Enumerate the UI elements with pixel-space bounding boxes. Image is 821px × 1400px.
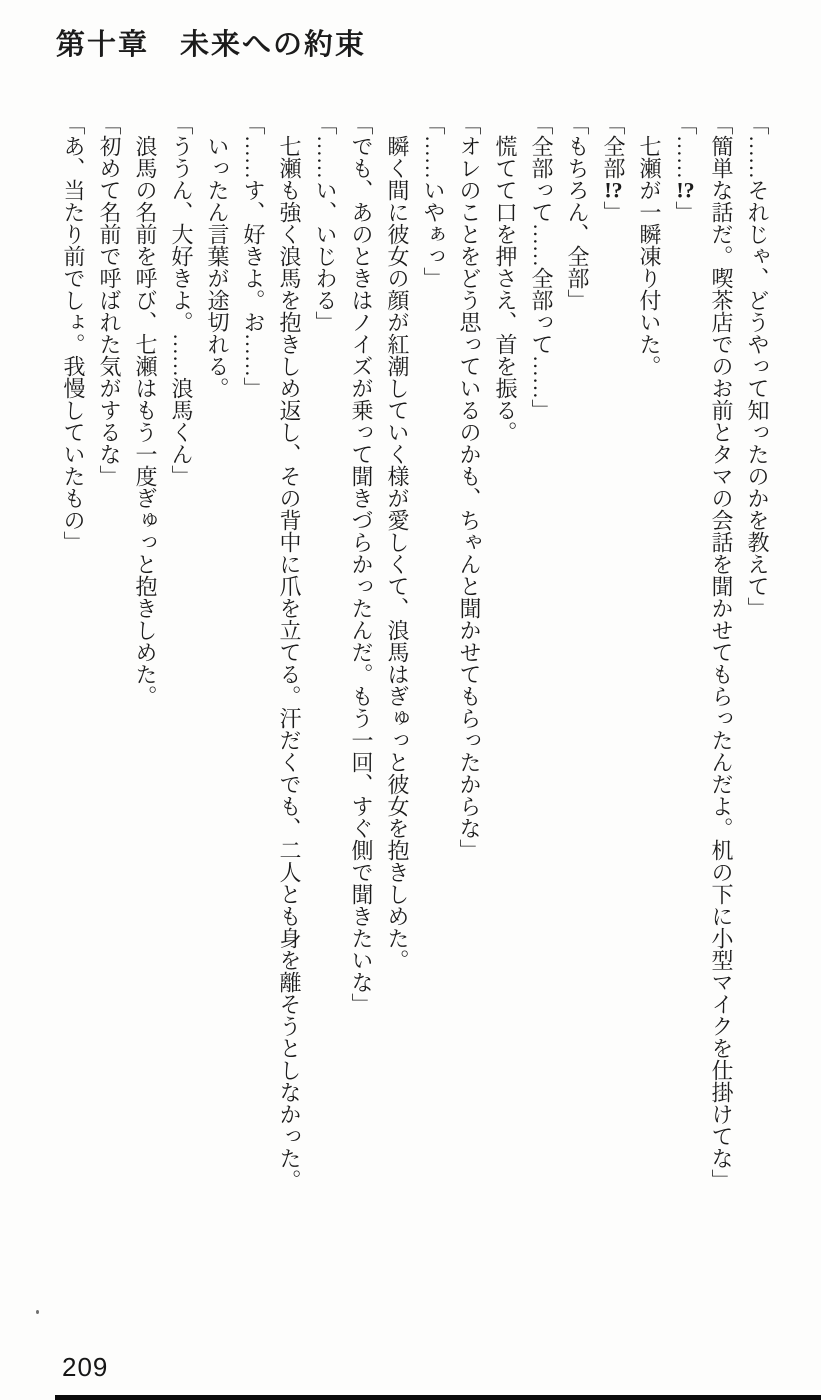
dialogue-line: 「……す、好きよ。お……」	[241, 113, 266, 399]
narration-line: いったん言葉が途切れる。	[205, 135, 230, 399]
dialogue-line: 「……それじゃ、どうやって知ったのかを教えて」	[745, 113, 770, 619]
dialogue-line: 「……いやぁっ」	[421, 113, 446, 289]
narration-line: 七瀬が一瞬凍り付いた。	[637, 135, 662, 377]
dialogue-line: 「……!?」	[673, 113, 698, 223]
vertical-text-block	[53, 113, 775, 1215]
dialogue-line: 「……い、いじわる」	[313, 113, 338, 333]
dialogue-line: 「ううん、大好きよ。……浪馬くん」	[169, 113, 194, 487]
scan-edge-line	[55, 1395, 821, 1400]
dialogue-line: 「全部って……全部って……」	[529, 113, 554, 421]
chapter-header: 第十章 未来への約束	[56, 29, 367, 61]
exclamation-question-icon: !?	[604, 179, 623, 201]
dialogue-line: 「でも、あのときはノイズが乗って聞きづらかったんだ。もう一回、すぐ側で聞きたいな」	[349, 113, 374, 1015]
dialogue-line: 「簡単な話だ。喫茶店でのお前とタマの会話を聞かせてもらったんだよ。机の下に小型マイクを仕掛けてな」	[709, 113, 734, 1191]
dialogue-line: 「もちろん、全部」	[565, 113, 590, 311]
dialogue-line: 「初めて名前で呼ばれた気がするな」	[97, 113, 122, 487]
exclamation-question-icon: !?	[676, 179, 695, 201]
narration-line: 慌てて口を押さえ、首を振る。	[493, 135, 518, 443]
dialogue-line: 「全部!?」	[601, 113, 626, 223]
dialogue-line: 「あ、当たり前でしょ。我慢していたもの」	[61, 113, 86, 553]
scan-artifact-dot	[36, 1310, 39, 1314]
narration-line: 浪馬の名前を呼び、七瀬はもう一度ぎゅっと抱きしめた。	[133, 135, 158, 707]
narration-line: 瞬く間に彼女の顔が紅潮していく様が愛しくて、浪馬はぎゅっと彼女を抱きしめた。	[385, 135, 410, 971]
dialogue-line: 「オレのことをどう思っているのかも、ちゃんと聞かせてもらったからな」	[457, 113, 482, 861]
page-number: 209	[62, 1352, 109, 1382]
narration-line: 七瀬も強く浪馬を抱きしめ返し、その背中に爪を立てる。汗だくでも、二人とも身を離そうとしなかった。	[277, 135, 302, 1191]
